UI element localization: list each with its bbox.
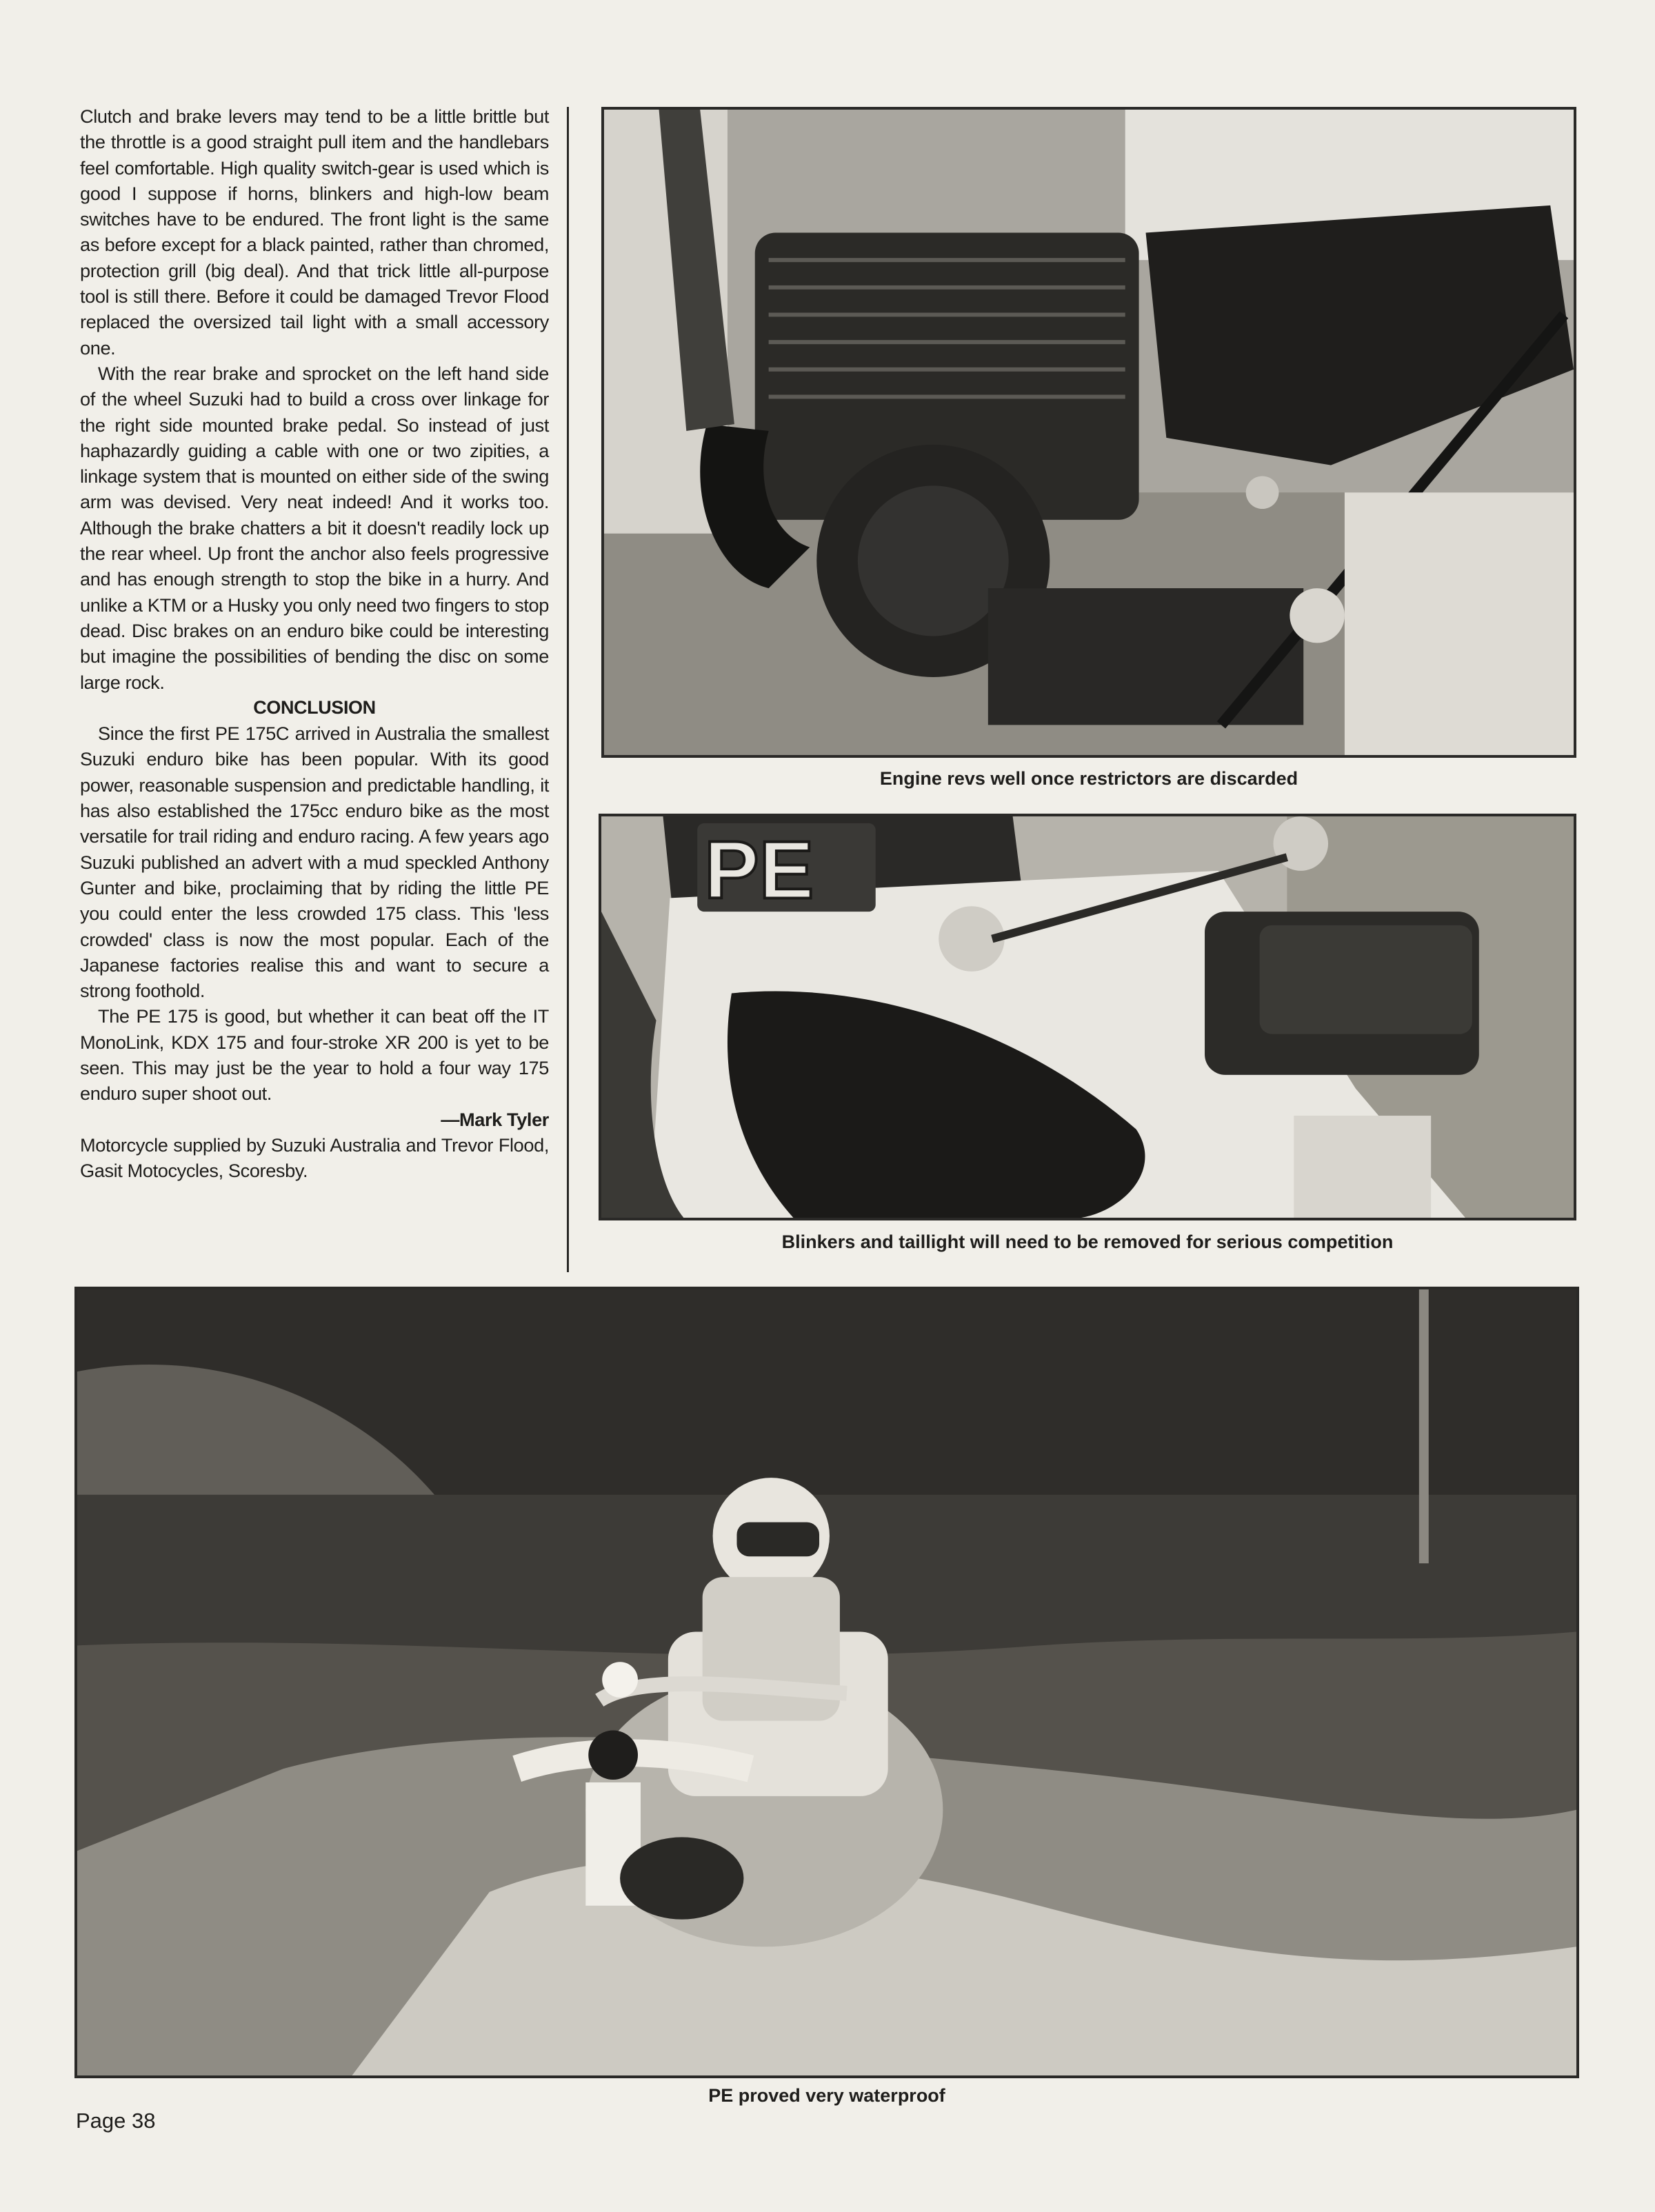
- author-byline: —Mark Tyler: [441, 1108, 549, 1130]
- article-column: [80, 103, 549, 1183]
- engine-photo: [601, 107, 1576, 758]
- article-paragraph-1: Clutch and brake levers may tend to be a little brittle but the throttle is a good straight pull item and the handlebars feel comfortable. High quality switch-gear is used which is good I suppose if horns, blinkers and high-low beam switches have to be endured. The front light is the same as before except for a black painted, rather than chromed, protection grill (big deal). And that trick little all-purpose tool is still there. Before it could be damaged Trevor Flood replaced the oversized tail light with a small accessory one.: [80, 105, 549, 359]
- tail-photo: [599, 814, 1576, 1220]
- tail-photo-caption: Blinkers and taillight will need to be removed for serious competition: [781, 1231, 1394, 1252]
- engine-photo-caption: Engine revs well once restrictors are discarded: [879, 768, 1298, 789]
- water-photo-caption: PE proved very waterproof: [708, 2085, 945, 2106]
- article-paragraph-2: With the rear brake and sprocket on the left hand side of the wheel Suzuki had to build a cross over linkage for the right side mounted brake pedal. So instead of just haphazardly guiding a cable with one or two zipities, a linkage system that is mounted on either side of the swing arm was devised. Very neat indeed! And it works too. Although the brake chatters a bit it doesn't readily lock up the rear wheel. Up front the anchor also feels progressive and has enough strength to stop the bike in a hurry. And unlike a KTM or a Husky you only need two fingers to stop dead. Disc brakes on an enduro bike could be interesting but imagine the possibilities of bending the disc on some large rock.: [80, 362, 549, 693]
- conclusion-paragraph-1: Since the first PE 175C arrived in Australia the smallest Suzuki enduro bike has been popular. With its good power, reasonable suspension and predictable handling, it has also established the 175cc enduro bike as the most versatile for trail riding and enduro racing. A few years ago Suzuki published an advert with a mud speckled Anthony Gunter and bike, proclaiming that by riding the little PE you could enter the less crowded 175 class. This 'less crowded' class is now the most popular. Each of the Japanese factories realise this and want to secure a strong foothold.: [80, 723, 549, 1002]
- page-number: Page 38: [76, 2109, 156, 2133]
- conclusion-paragraph-2: The PE 175 is good, but whether it can beat off the IT MonoLink, KDX 175 and four-stroke XR 200 is yet to be seen. This may just be the year to hold a four way 175 enduro super shoot out.: [80, 1005, 549, 1105]
- tail-photo-image: [601, 816, 1574, 1218]
- conclusion-heading: CONCLUSION: [253, 696, 376, 718]
- tank-lettering: PE: [704, 824, 814, 916]
- water-crossing-image: [77, 1289, 1576, 2075]
- water-crossing-photo: [74, 1287, 1579, 2078]
- engine-photo-image: [604, 110, 1574, 755]
- credits-text: Motorcycle supplied by Suzuki Australia and Trevor Flood, Gasit Motocycles, Scoresby.: [80, 1134, 549, 1182]
- column-divider: [567, 107, 569, 1272]
